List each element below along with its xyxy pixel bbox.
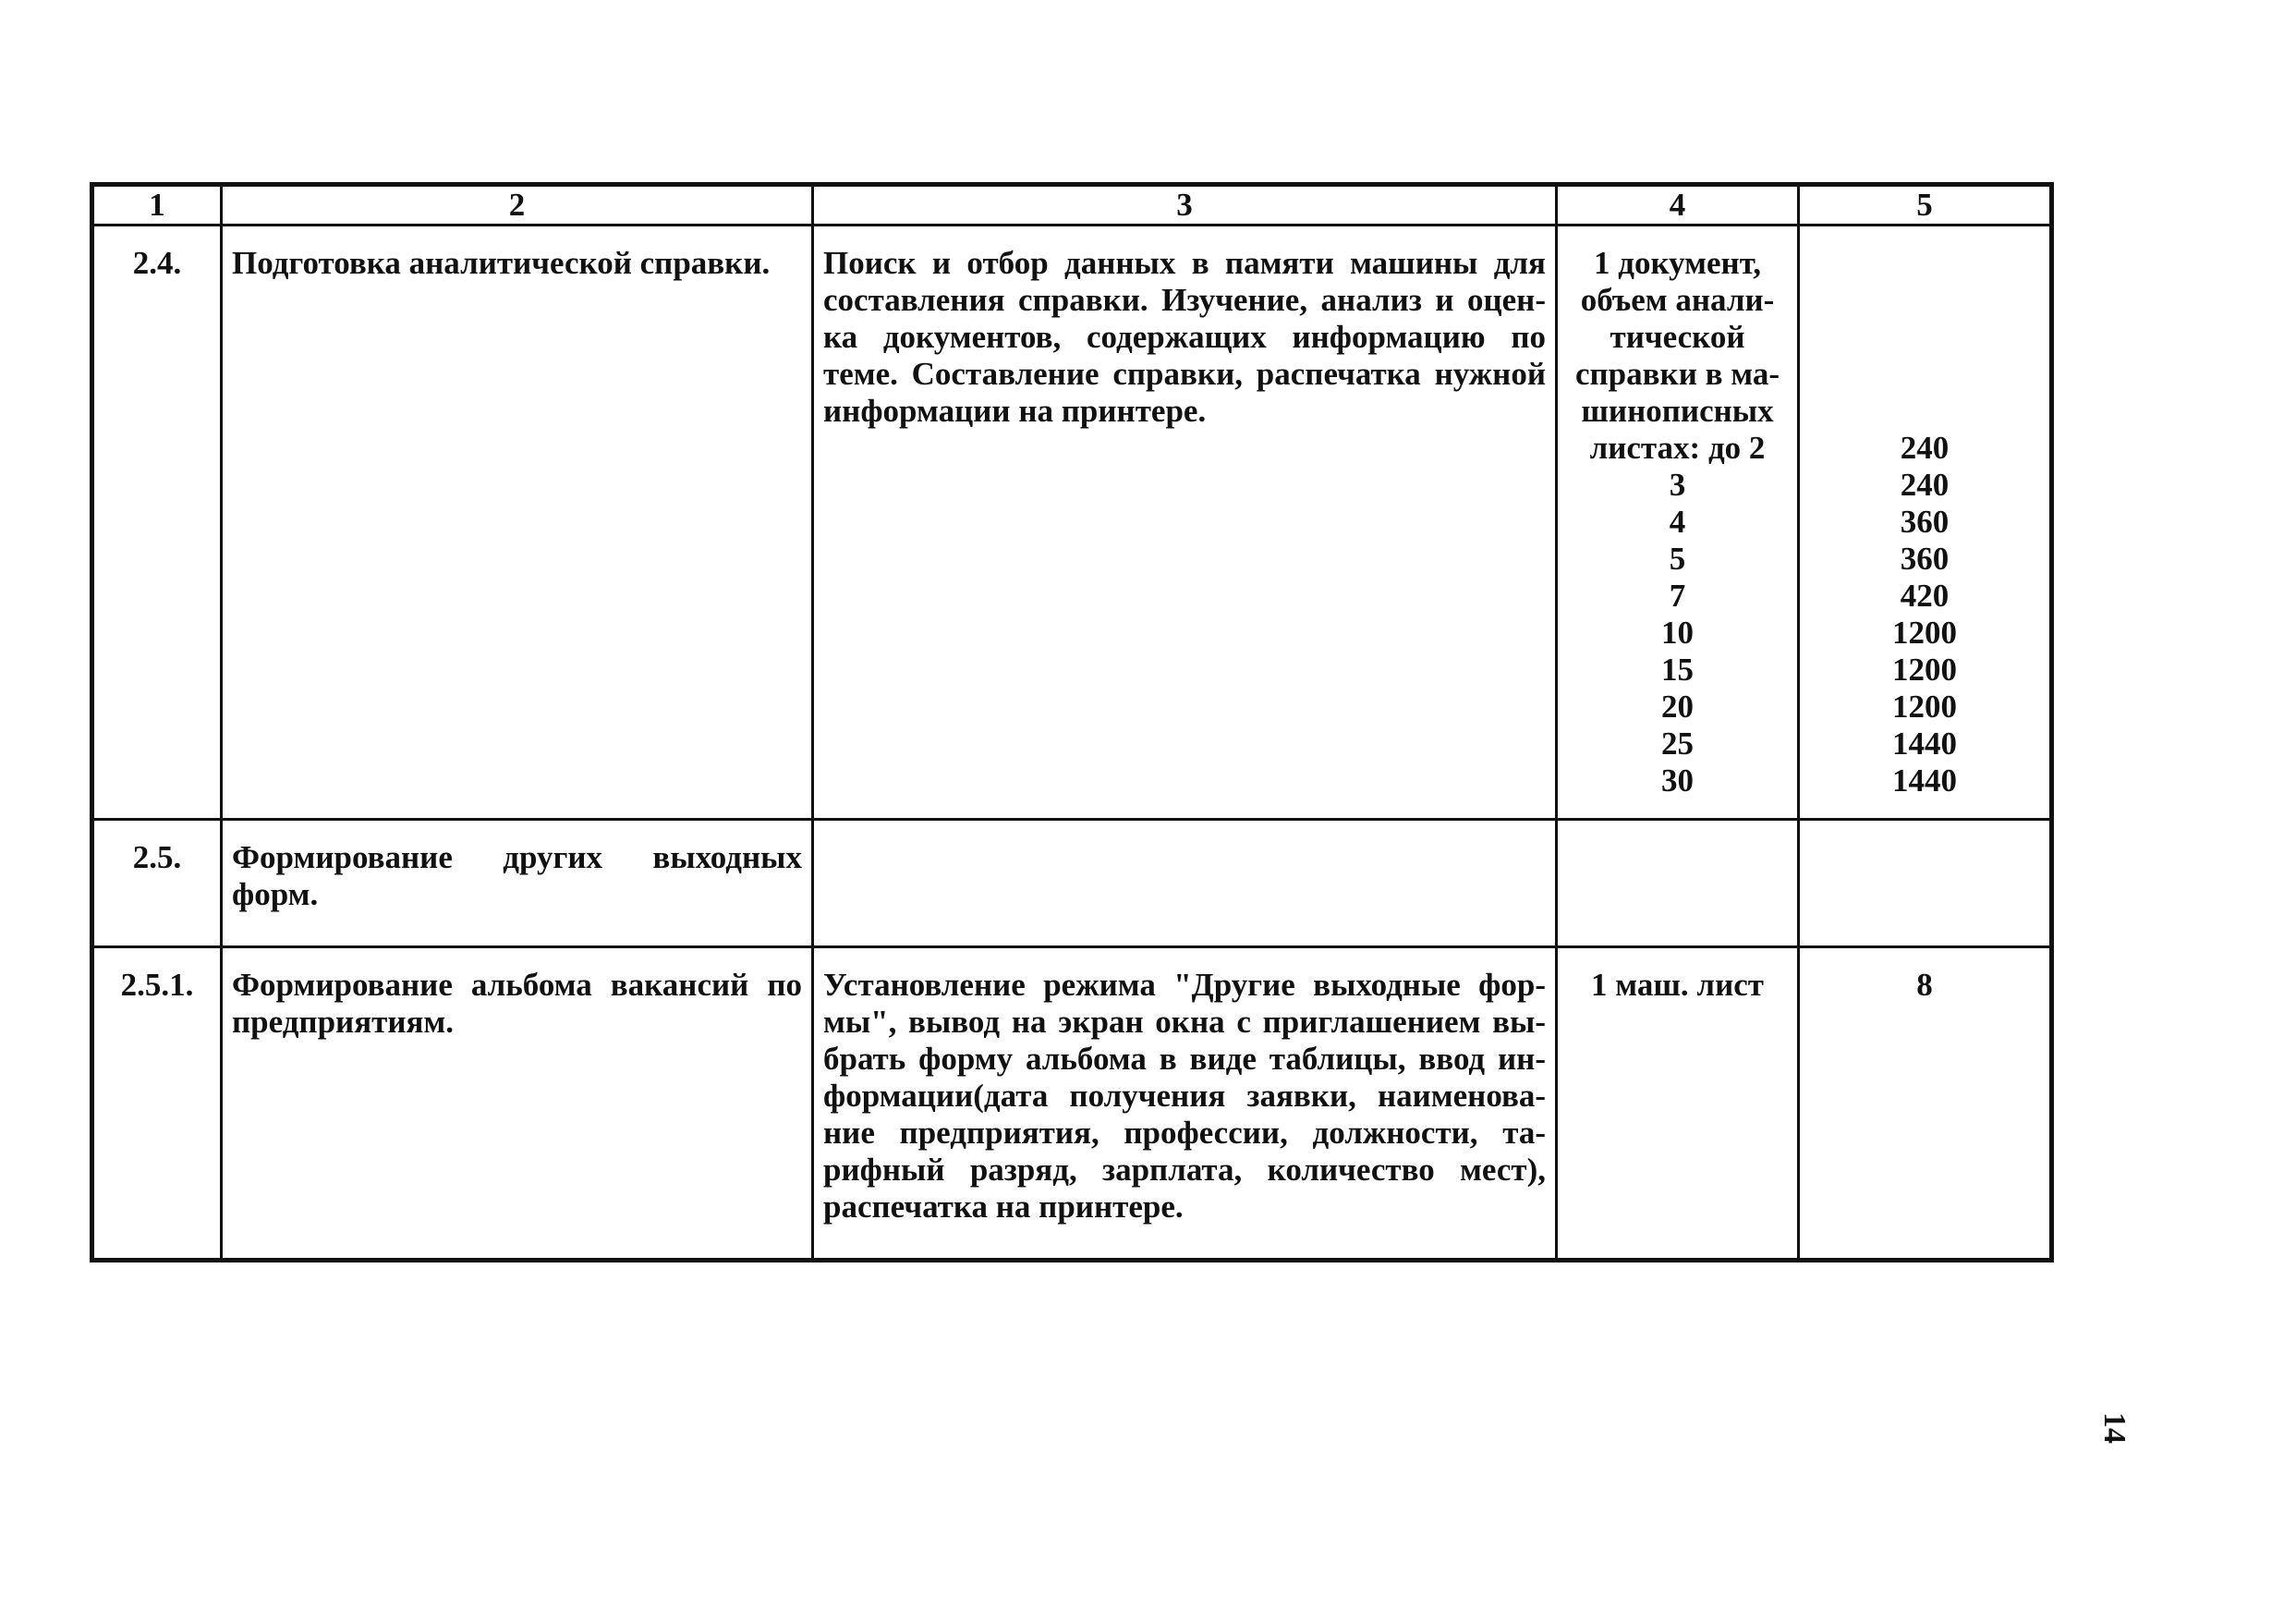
table-row	[92, 820, 2052, 947]
header-col-5: 5	[1799, 185, 2052, 226]
content-line: составления справки. Изучение, анализ и оцен-	[823, 282, 1546, 318]
spacer	[1800, 245, 2049, 282]
unit-line: объем анали-	[1580, 282, 1775, 318]
content-line: Поиск и отбор данных в памяти машины для	[823, 245, 1546, 281]
unit-line: 30	[1661, 762, 1694, 799]
value-line: 420	[1900, 578, 1950, 614]
operation-content	[813, 947, 1557, 1261]
unit-line: листах: до 2	[1589, 430, 1766, 466]
unit-line: 10	[1661, 615, 1694, 651]
value-cell: 8	[1799, 947, 2052, 1261]
value-line: 360	[1900, 504, 1950, 540]
value-line: 240	[1900, 467, 1950, 503]
name-line: форм.	[232, 876, 319, 912]
page-number: 14	[2097, 1412, 2132, 1444]
value-line: 360	[1900, 541, 1950, 577]
value-line: 1440	[1892, 762, 1957, 799]
value-line: 1200	[1892, 689, 1957, 725]
operation-name: Подготовка аналитической справки.	[222, 226, 813, 820]
row-number: 2.4.	[92, 226, 222, 820]
unit-line: 25	[1661, 726, 1694, 762]
header-col-4: 4	[1557, 185, 1799, 226]
row-number: 2.5.	[92, 820, 222, 947]
value-line: 1200	[1892, 652, 1957, 688]
unit-cell: 1 маш. лист	[1557, 947, 1799, 1261]
operation-content-empty	[813, 820, 1557, 947]
value-line: 1440	[1892, 726, 1957, 762]
content-line: ние предприятия, профессии, должности, та-	[823, 1115, 1546, 1151]
spacer	[1800, 282, 2049, 319]
header-col-2: 2	[222, 185, 813, 226]
norms-table	[90, 182, 2054, 1262]
content-line: рифный разряд, зарплата, количество мест),	[823, 1152, 1546, 1188]
unit-line: 15	[1661, 652, 1694, 688]
spacer	[1800, 319, 2049, 356]
unit-empty	[1557, 820, 1799, 947]
content-line: теме. Составление справки, распечатка нужной	[823, 356, 1546, 392]
value-line: 240	[1900, 430, 1950, 466]
content-line: информации на принтере.	[823, 393, 1207, 429]
content-line: формации(дата получения заявки, наименова-	[823, 1078, 1546, 1114]
value-line: 1200	[1892, 615, 1957, 651]
header-row	[92, 185, 2052, 226]
content-line: Установление режима "Другие выходные фор-	[823, 967, 1546, 1003]
operation-name	[222, 820, 813, 947]
header-col-3: 3	[813, 185, 1557, 226]
operation-name	[222, 947, 813, 1261]
unit-line: 4	[1669, 504, 1686, 540]
unit-line: 1 документ,	[1593, 245, 1761, 281]
unit-line: 3	[1669, 467, 1686, 503]
name-line: Формирование других выходных	[232, 839, 802, 875]
content-line: ка документов, содержащих информацию по	[823, 319, 1546, 355]
unit-line: 20	[1661, 689, 1694, 725]
content-line: брать форму альбома в виде таблицы, ввод ин-	[823, 1041, 1546, 1077]
operation-content	[813, 226, 1557, 820]
unit-line: справки в ма-	[1574, 356, 1780, 392]
unit-line: тической	[1610, 319, 1745, 355]
spacer	[1800, 393, 2049, 430]
name-line: Формирование альбома вакансий по	[232, 967, 802, 1003]
unit-line: 7	[1669, 578, 1686, 614]
content-line: распечатка на принтере.	[823, 1189, 1184, 1225]
value-empty	[1799, 820, 2052, 947]
content-line: мы", вывод на экран окна с приглашением вы-	[823, 1004, 1546, 1040]
unit-line: 5	[1669, 541, 1686, 577]
header-col-1: 1	[92, 185, 222, 226]
unit-column	[1557, 226, 1799, 820]
value-column	[1799, 226, 2052, 820]
table-row	[92, 947, 2052, 1261]
table-row	[92, 226, 2052, 820]
unit-line: шинописных	[1581, 393, 1774, 429]
spacer	[1800, 356, 2049, 393]
row-number: 2.5.1.	[92, 947, 222, 1261]
name-line: предприятиям.	[232, 1004, 455, 1040]
